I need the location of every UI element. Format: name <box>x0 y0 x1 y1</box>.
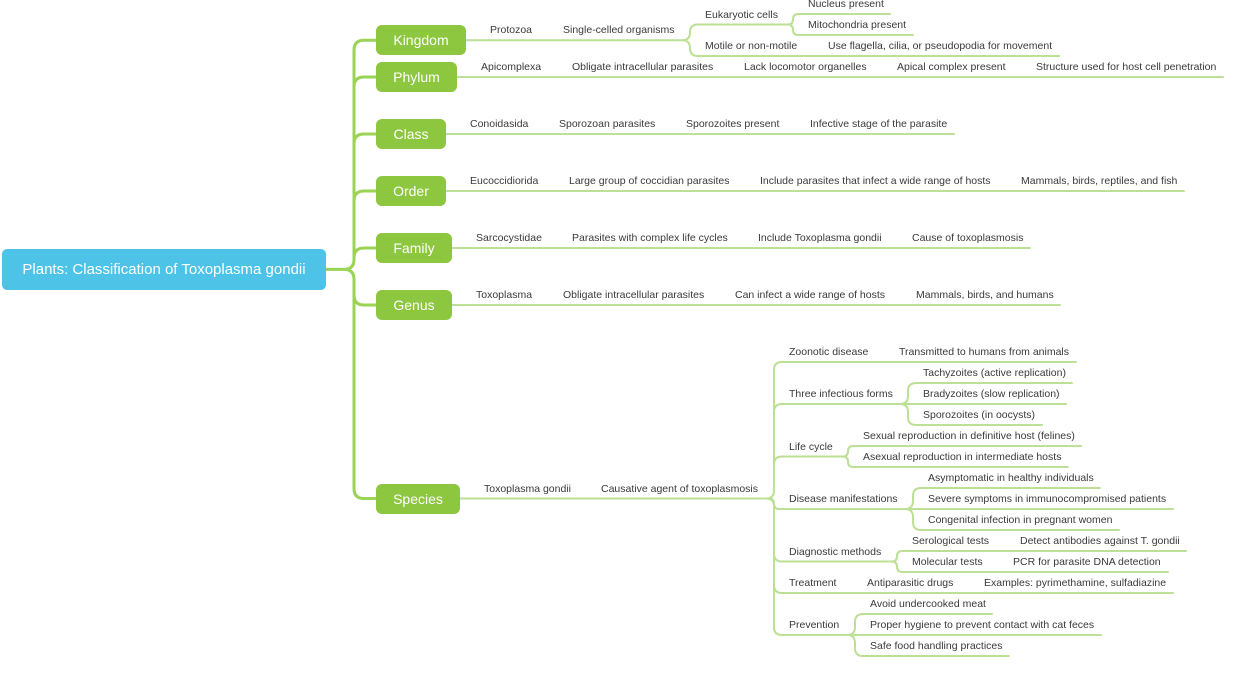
node-severe-symptoms-in-immunocompromised-patients[interactable]: Severe symptoms in immunocompromised patients <box>928 493 1167 505</box>
node-include-toxoplasma-gondii[interactable]: Include Toxoplasma gondii <box>758 232 882 244</box>
node-congenital-infection-in-pregnant-women[interactable]: Congenital infection in pregnant women <box>928 514 1113 526</box>
node-antiparasitic-drugs[interactable]: Antiparasitic drugs <box>867 577 954 589</box>
node-toxoplasma[interactable]: Toxoplasma <box>476 289 533 301</box>
node-asymptomatic-in-healthy-individuals[interactable]: Asymptomatic in healthy individuals <box>928 472 1094 484</box>
node-life-cycle[interactable]: Life cycle <box>789 440 833 453</box>
node-disease-manifestations[interactable]: Disease manifestations <box>789 493 898 505</box>
node-use-flagella-cilia-or-pseudopodia-for-movement[interactable]: Use flagella, cilia, or pseudopodia for movement <box>828 40 1053 52</box>
node-sexual-reproduction-in-definitive-host-felines[interactable]: Sexual reproduction in definitive host (felines) <box>863 430 1075 442</box>
rank-node-species[interactable]: Species <box>376 484 460 514</box>
rank-node-class[interactable]: Class <box>376 119 446 149</box>
node-protozoa[interactable]: Protozoa <box>490 24 533 37</box>
node-mammals-birds-and-humans[interactable]: Mammals, birds, and humans <box>916 289 1054 301</box>
node-safe-food-handling-practices[interactable]: Safe food handling practices <box>870 640 1003 652</box>
node-causative-agent-of-toxoplasmosis[interactable]: Causative agent of toxoplasmosis <box>601 482 759 495</box>
node-single-celled-organisms[interactable]: Single-celled organisms <box>563 24 675 37</box>
node-large-group-of-coccidian-parasites[interactable]: Large group of coccidian parasites <box>569 175 730 187</box>
node-structure-used-for-host-cell-penetration[interactable]: Structure used for host cell penetration <box>1036 61 1217 73</box>
rank-node-order[interactable]: Order <box>376 176 446 206</box>
node-transmitted-to-humans-from-animals[interactable]: Transmitted to humans from animals <box>899 346 1070 358</box>
node-three-infectious-forms[interactable]: Three infectious forms <box>789 388 893 400</box>
node-examples-pyrimethamine-sulfadiazine[interactable]: Examples: pyrimethamine, sulfadiazine <box>984 577 1167 589</box>
node-toxoplasma-gondii[interactable]: Toxoplasma gondii <box>484 482 571 495</box>
node-infective-stage-of-the-parasite[interactable]: Infective stage of the parasite <box>810 118 948 130</box>
node-conoidasida[interactable]: Conoidasida <box>470 118 529 130</box>
rank-node-kingdom[interactable]: Kingdom <box>376 25 466 55</box>
node-sporozoites-present[interactable]: Sporozoites present <box>686 118 780 130</box>
node-motile-or-non-motile[interactable]: Motile or non-motile <box>705 40 798 52</box>
node-avoid-undercooked-meat[interactable]: Avoid undercooked meat <box>870 598 986 610</box>
node-mammals-birds-reptiles-and-fish[interactable]: Mammals, birds, reptiles, and fish <box>1021 175 1178 187</box>
rank-node-genus[interactable]: Genus <box>376 290 452 320</box>
node-cause-of-toxoplasmosis[interactable]: Cause of toxoplasmosis <box>912 232 1024 244</box>
node-proper-hygiene-to-prevent-contact-with-cat-feces[interactable]: Proper hygiene to prevent contact with cat feces <box>870 619 1095 631</box>
node-mitochondria-present[interactable]: Mitochondria present <box>808 19 907 31</box>
node-can-infect-a-wide-range-of-hosts[interactable]: Can infect a wide range of hosts <box>735 289 886 301</box>
node-detect-antibodies-against-t-gondii[interactable]: Detect antibodies against T. gondii <box>1020 535 1180 547</box>
node-asexual-reproduction-in-intermediate-hosts[interactable]: Asexual reproduction in intermediate hosts <box>863 451 1062 463</box>
node-obligate-intracellular-parasites[interactable]: Obligate intracellular parasites <box>572 61 714 73</box>
node-sporozoites-in-oocysts[interactable]: Sporozoites (in oocysts) <box>923 409 1036 421</box>
node-sarcocystidae[interactable]: Sarcocystidae <box>476 232 542 244</box>
node-apicomplexa[interactable]: Apicomplexa <box>481 61 542 73</box>
root-node[interactable]: Plants: Classification of Toxoplasma gondii <box>2 249 326 290</box>
node-nucleus-present[interactable]: Nucleus present <box>808 0 884 10</box>
node-apical-complex-present[interactable]: Apical complex present <box>897 61 1006 73</box>
node-lack-locomotor-organelles[interactable]: Lack locomotor organelles <box>744 61 867 73</box>
node-tachyzoites-active-replication[interactable]: Tachyzoites (active replication) <box>923 367 1066 379</box>
node-eukaryotic-cells[interactable]: Eukaryotic cells <box>705 8 778 21</box>
node-bradyzoites-slow-replication[interactable]: Bradyzoites (slow replication) <box>923 388 1060 400</box>
node-treatment[interactable]: Treatment <box>789 577 837 589</box>
node-serological-tests[interactable]: Serological tests <box>912 535 990 547</box>
rank-node-phylum[interactable]: Phylum <box>376 62 457 92</box>
node-diagnostic-methods[interactable]: Diagnostic methods <box>789 545 882 558</box>
node-parasites-with-complex-life-cycles[interactable]: Parasites with complex life cycles <box>572 232 728 244</box>
node-pcr-for-parasite-dna-detection[interactable]: PCR for parasite DNA detection <box>1013 556 1161 568</box>
node-include-parasites-that-infect-a-wide-range-of-hosts[interactable]: Include parasites that infect a wide range of hosts <box>760 175 991 187</box>
rank-node-family[interactable]: Family <box>376 233 452 263</box>
node-zoonotic-disease[interactable]: Zoonotic disease <box>789 346 869 358</box>
node-prevention[interactable]: Prevention <box>789 619 840 631</box>
node-molecular-tests[interactable]: Molecular tests <box>912 556 983 568</box>
node-obligate-intracellular-parasites[interactable]: Obligate intracellular parasites <box>563 289 705 301</box>
node-eucoccidiorida[interactable]: Eucoccidiorida <box>470 175 539 187</box>
node-sporozoan-parasites[interactable]: Sporozoan parasites <box>559 118 656 130</box>
